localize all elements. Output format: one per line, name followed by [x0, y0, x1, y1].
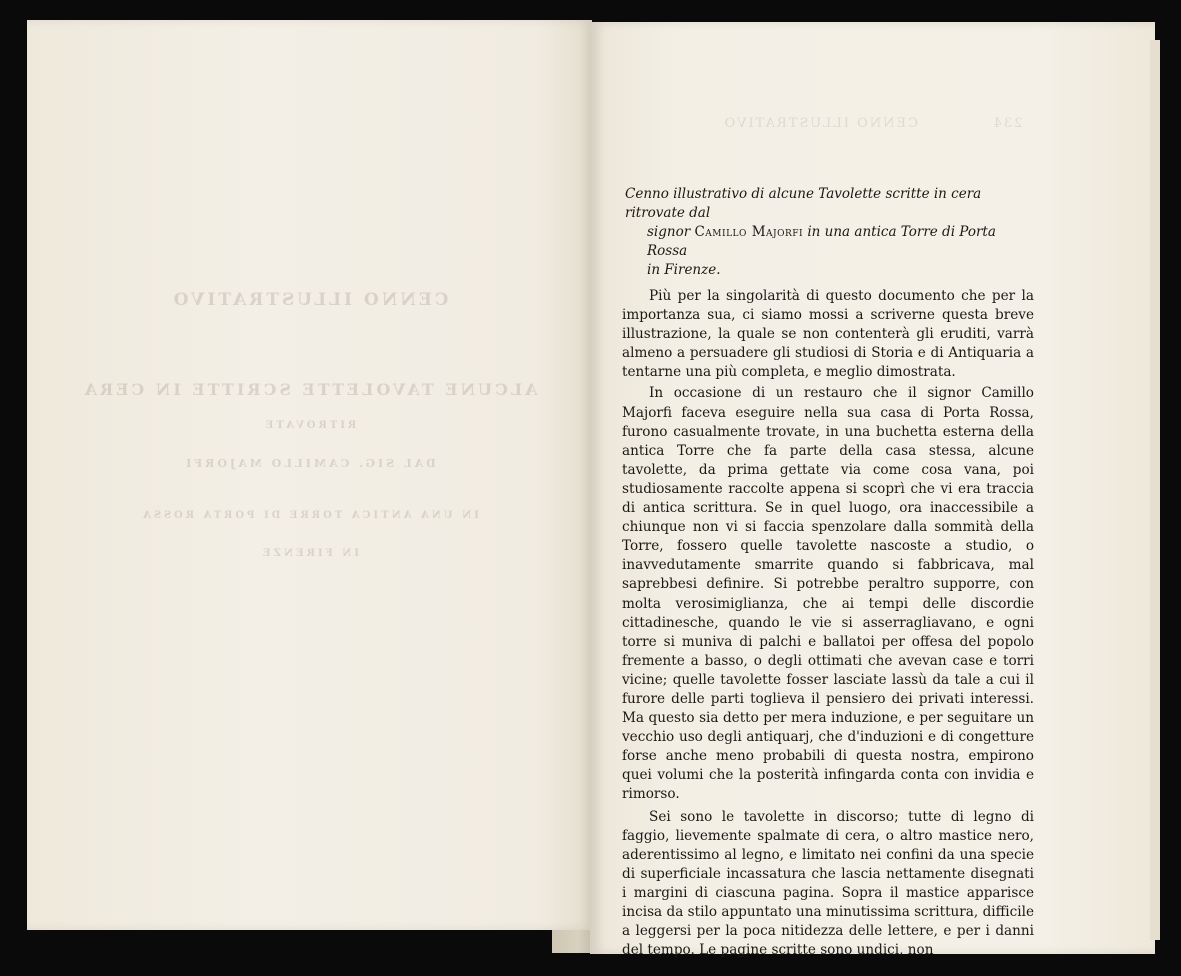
title-line-2 [625, 223, 1033, 261]
bleed-header-text: CENNO ILLUSTRATIVO [722, 116, 918, 131]
title-person-name: Camillo Majorfi [694, 224, 804, 240]
article-title [625, 185, 1033, 280]
bleed-line: IN FIRENZE [259, 548, 360, 559]
title-line-1: Cenno illustrativo di alcune Tavolette scritte in cera ritrovate dal [625, 186, 982, 221]
title-line-2-end: in una antica Torre di Porta Rossa [647, 224, 996, 259]
paragraph: In occasione di un restauro che il signor Camillo Majorfi faceva eseguire nella sua casa di Porta Rossa, furono casualmente trovate, in una buchetta esterna della antica Torre che fa parte della casa stessa, alcune tavolette, da prima gettate via come cosa vana, poi studiosamente raccolte appena si scoprì che vi era traccia di antica scrittura. Se in quel luogo, ora inaccessibile a chiunque non vi si faccia spenzolare dalla sommità della Torre, fossero quelle tavolette nascoste a studio, o inavvedutamente smarrite quando si fabbricava, mal saprebbesi definire. Si potrebbe peraltro supporre, con molta verosimiglianza, che ai tempi delle discordie cittadinesche, quando le vie si asserragliavano, e ogni torre si muniva di palchi e ballatoi per offesa del popolo fremente a basso, o degli ottimati che avevan case e torri vicine; quelle tavolette fosser lasciate lassù da tale a cui il furore delle parti toglieva il pensiero dei privati interessi. Ma questo sia detto per mera induzione, e per seguitare un vecchio uso degli antiquarj, che d'induzioni e di congetture forse anche meno probabili di questa nostra, empirono quei volumi che la posterità infingarda conta con invidia e rimorso. [622, 385, 1034, 803]
article-body [622, 287, 1034, 963]
paragraph: Più per la singolarità di questo documento che per la importanza sua, ci siamo mossi a scriverne questa breve illustrazione, la quale se non contenterà gli eruditi, varrà almeno a persuadere gli studiosi di Storia e di Antiquaria a tentarne una più completa, e meglio dimostrata. [622, 288, 1034, 381]
title-line-3: in Firenze. [647, 262, 721, 278]
bleed-line: IN UNA ANTICA TORRE DI PORTA ROSSA [140, 510, 479, 521]
bleed-line: ALCUNE TAVOLETTE SCRITTE IN CERA [81, 380, 538, 399]
left-page [27, 20, 592, 930]
paragraph: Sei sono le tavolette in discorso; tutte di legno di faggio, lievemente spalmate di cera, o altro mastice nero, aderentissimo al legno, e limitato nei confini da una specie di superficiale incassatura che lascia nettamente disegnati i margini di ciascuna pagina. Sopra il mastice apparisce incisa da stilo appuntato una minutissima scrittura, difficile a leggersi per la poca nitidezza delle lettere, e per i danni del tempo. Le pagine scritte sono undici, non [622, 808, 1034, 959]
bleed-page-number: 234 [991, 116, 1023, 131]
bleed-line: DAL SIG. CAMILLO MAJORFI [183, 457, 436, 470]
bleed-header [620, 114, 1125, 133]
title-line-2-start: signor [647, 224, 695, 240]
page-edge [1150, 40, 1160, 940]
bleed-line: CENNO ILLUSTRATIVO [170, 290, 449, 310]
bleed-line: RITROVATE [262, 420, 357, 431]
